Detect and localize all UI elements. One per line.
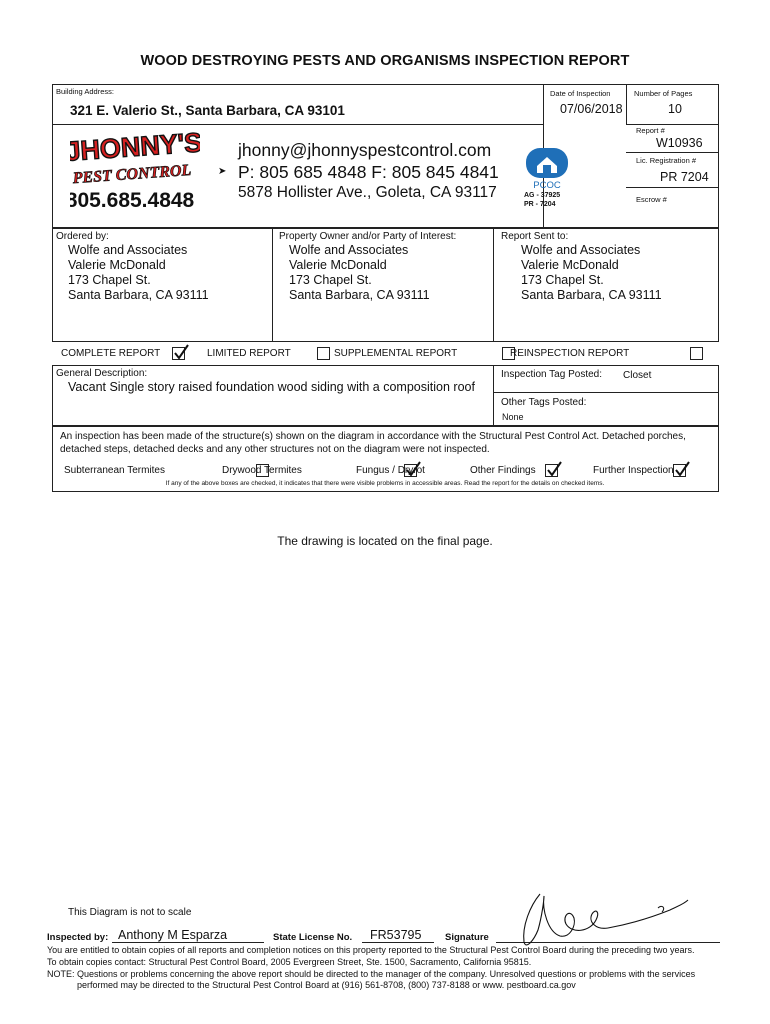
signature-label: Signature [445, 932, 489, 943]
fungus-label: Fungus / Dryrot [356, 465, 425, 476]
report-number-label: Report # [636, 126, 665, 135]
report-title: WOOD DESTROYING PESTS AND ORGANISMS INSPECTION REPORT [140, 53, 630, 69]
logo-phone: 805.685.4848 [70, 189, 195, 212]
sent-to-address: Wolfe and Associates Valerie McDonald 173 Chapel St. Santa Barbara, CA 93111 [521, 243, 662, 302]
supplemental-report-label: SUPPLEMENTAL REPORT [334, 348, 458, 359]
check-mark-icon [546, 461, 562, 478]
pages-label: Number of Pages [634, 89, 693, 98]
general-description-label: General Description: [56, 368, 148, 379]
ordered-by-address: Wolfe and Associates Valerie McDonald 173 Chapel St. Santa Barbara, CA 93111 [68, 243, 209, 302]
complete-report-checkbox[interactable] [172, 347, 185, 360]
escrow-label: Escrow # [636, 195, 667, 204]
further-inspection-label: Further Inspection [593, 465, 674, 476]
logo-name: JHONNY'S [70, 130, 200, 167]
pr-number: PR - 7204 [524, 201, 556, 208]
sent-to-label: Report Sent to: [501, 231, 569, 242]
inspection-tag-label: Inspection Tag Posted: [501, 369, 602, 380]
pcoc-label: PCOC [533, 180, 561, 190]
reinspection-report-checkbox[interactable] [690, 347, 703, 360]
building-address-label: Building Address: [56, 87, 114, 96]
owner-label: Property Owner and/or Party of Interest: [279, 231, 457, 242]
logo-subtitle: PEST CONTROL [72, 161, 192, 188]
limited-report-checkbox[interactable] [317, 347, 330, 360]
date-label: Date of Inspection [550, 89, 611, 98]
inspector-name: Anthony M Esparza [118, 928, 228, 942]
check-mark-icon [674, 461, 690, 478]
drawing-location-note: The drawing is located on the final page. [277, 534, 493, 548]
ordered-by-label: Ordered by: [56, 231, 109, 242]
arrow-icon: ➤ [218, 166, 227, 177]
fungus-checkbox[interactable] [545, 464, 558, 477]
complete-report-label: COMPLETE REPORT [61, 348, 161, 359]
limited-report-label: LIMITED REPORT [207, 348, 291, 359]
ag-number: AG - 37925 [524, 192, 561, 199]
other-findings-label: Other Findings [470, 465, 536, 476]
inspected-by-label: Inspected by: [47, 932, 109, 943]
check-mark-icon [173, 344, 189, 361]
report-number: W10936 [656, 136, 703, 150]
company-phones: P: 805 685 4848 F: 805 845 4841 [238, 162, 499, 182]
inspection-note-line-1: An inspection has been made of the structure(s) shown on the diagram in accordance with the Structural Pest Control Act. Detached porches, [60, 431, 686, 442]
other-findings-checkbox[interactable] [673, 464, 686, 477]
company-address: 5878 Hollister Ave., Goleta, CA 93117 [238, 184, 497, 201]
other-tags-label: Other Tags Posted: [501, 397, 587, 408]
inspection-date: 07/06/2018 [560, 102, 623, 116]
reinspection-report-label: REINSPECTION REPORT [510, 348, 630, 359]
lic-label: Lic. Registration # [636, 156, 697, 165]
description-frame [52, 365, 719, 426]
general-description: Vacant Single story raised foundation wood siding with a composition roof [68, 380, 475, 394]
pcoc-logo [522, 146, 572, 190]
notice-line-1: You are entitled to obtain copies of all reports and completion notices on this property reported to the Structural Pest Control Board during the preceding two years. [47, 945, 695, 955]
scale-note: This Diagram is not to scale [68, 907, 192, 918]
company-logo [70, 130, 200, 212]
notice-line-4: performed may be directed to the Structural Pest Control Board at (916) 561-8708, (800) 737-8188 or www. pestboard.ca.gov [77, 980, 576, 990]
findings-note: If any of the above boxes are checked, it indicates that there were visible problems in accessible areas. Read the report for the details on checked items. [165, 480, 605, 487]
page-count: 10 [668, 102, 682, 116]
notice-line-3: NOTE: Questions or problems concerning the above report should be directed to the manager of the company. Unresolved questions or problems with the services [47, 969, 696, 979]
notice-line-2: To obtain copies contact: Structural Pest Control Board, 2005 Evergreen Street, Ste. 1500, Sacramento, California 95815. [47, 957, 532, 967]
company-email: jhonny@jhonnyspestcontrol.com [238, 140, 492, 160]
drywood-label: Drywood Termites [222, 465, 302, 476]
other-tags-value: None [502, 412, 524, 422]
state-license-label: State License No. [273, 932, 353, 943]
inspection-tag-value: Closet [623, 370, 652, 381]
state-license-number: FR53795 [370, 928, 422, 942]
subterranean-label: Subterranean Termites [64, 465, 165, 476]
inspector-signature [500, 886, 700, 952]
owner-address: Wolfe and Associates Valerie McDonald 173 Chapel St. Santa Barbara, CA 93111 [289, 243, 430, 302]
inspection-note-line-2: detached steps, detached decks and any other structures not on the diagram were not inspected. [60, 444, 490, 455]
lic-number: PR 7204 [660, 170, 709, 184]
building-address: 321 E. Valerio St., Santa Barbara, CA 93101 [70, 103, 345, 118]
